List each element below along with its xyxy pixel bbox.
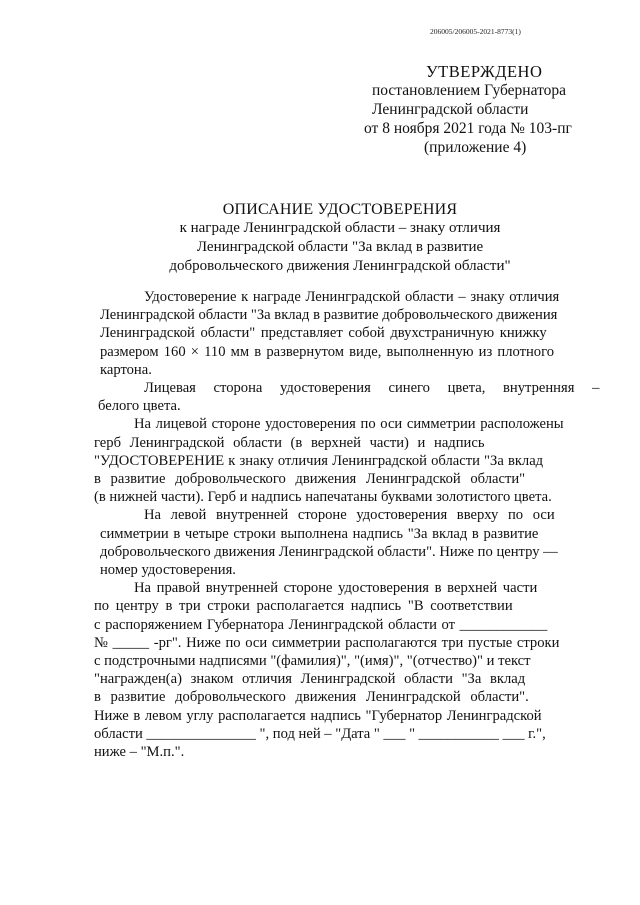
document-title: ОПИСАНИЕ УДОСТОВЕРЕНИЯ: [222, 201, 458, 218]
paragraph-line: На левой внутренней стороне удостоверения вверху по оси: [144, 507, 555, 524]
paragraph-line: На правой внутренней стороне удостоверения в верхней части: [134, 580, 538, 597]
paragraph-line: в развитие добровольческого движения Ленинградской области".: [94, 689, 529, 706]
paragraph-line: № _____ -рг". Ниже по оси симметрии располагаются три пустые строки: [94, 634, 560, 651]
paragraph-colors: [94, 379, 600, 415]
paragraph-line: добровольческого движения Ленинградской области". Ниже по центру —: [100, 543, 558, 560]
paragraph-line: Ниже в левом углу располагается надпись "Губернатор Ленинградской: [94, 707, 542, 724]
paragraph-line: Ленинградской области" представляет собой двухстраничную книжку: [100, 325, 547, 342]
paragraph-line: белого цвета.: [98, 398, 181, 415]
paragraph-line: картона.: [100, 361, 152, 378]
paragraph-line: по центру в три строки располагается надпись "В соответствии: [94, 598, 513, 615]
paragraph-line: (в нижней части). Герб и надпись напечатаны буквами золотистого цвета.: [94, 489, 552, 506]
paragraph-line: с подстрочными надписями "(фамилия)", "(имя)", "(отчество)" и текст: [94, 653, 531, 670]
paragraph-line: в развитие добровольческого движения Ленинградской области": [94, 471, 526, 488]
paragraph-line: номер удостоверения.: [100, 562, 236, 579]
paragraph-line: размером 160 × 110 мм в развернутом виде, выполненную из плотного: [100, 343, 555, 360]
document-subtitle-line: Ленинградской области "За вклад в развитие: [196, 239, 484, 255]
approval-line: Ленинградской области: [372, 101, 529, 118]
paragraph-right-inner: [94, 579, 584, 761]
document-id: 206005/206005-2021-8773(1): [430, 27, 521, 36]
approval-line: от 8 ноября 2021 года № 103-пг: [364, 120, 572, 137]
paragraph-line: "награжден(а) знаком отличия Ленинградской области "За вклад: [94, 671, 526, 688]
paragraph-line: с распоряжением Губернатора Ленинградской области от ____________: [94, 616, 548, 633]
approval-stamp: [360, 62, 610, 157]
paragraph-description: [94, 288, 584, 379]
document-body: [94, 288, 600, 761]
document-subtitle-line: добровольческого движения Ленинградской области": [169, 258, 511, 274]
paragraph-line: Удостоверение к награде Ленинградской области – знаку отличия: [144, 289, 560, 305]
document-title-block: [100, 200, 580, 276]
paragraph-line: герб Ленинградской области (в верхней части) и надпись: [94, 434, 485, 451]
paragraph-line: Ленинградской области "За вклад в развитие добровольческого движения: [100, 307, 558, 324]
paragraph-line: "УДОСТОВЕРЕНИЕ к знаку отличия Ленинградской области "За вклад: [94, 452, 544, 469]
paragraph-line: Лицевая сторона удостоверения синего цвета, внутренняя –: [144, 380, 600, 397]
paragraph-line: симметрии в четыре строки выполнена надпись "За вклад в развитие: [100, 525, 539, 542]
document-subtitle-line: к награде Ленинградской области – знаку отличия: [179, 220, 501, 236]
paragraph-front-side: [94, 415, 584, 506]
approval-line: постановлением Губернатора: [372, 82, 567, 99]
paragraph-line: На лицевой стороне удостоверения по оси симметрии расположены: [134, 416, 564, 433]
paragraph-line: ниже – "М.п.".: [94, 744, 185, 761]
approval-heading: УТВЕРЖДЕНО: [426, 62, 543, 81]
paragraph-left-inner: [94, 506, 584, 579]
approval-line: (приложение 4): [424, 139, 527, 156]
paragraph-line: области _______________ ", под ней – "Дата " ___ " ___________ ___ г.",: [94, 725, 546, 742]
